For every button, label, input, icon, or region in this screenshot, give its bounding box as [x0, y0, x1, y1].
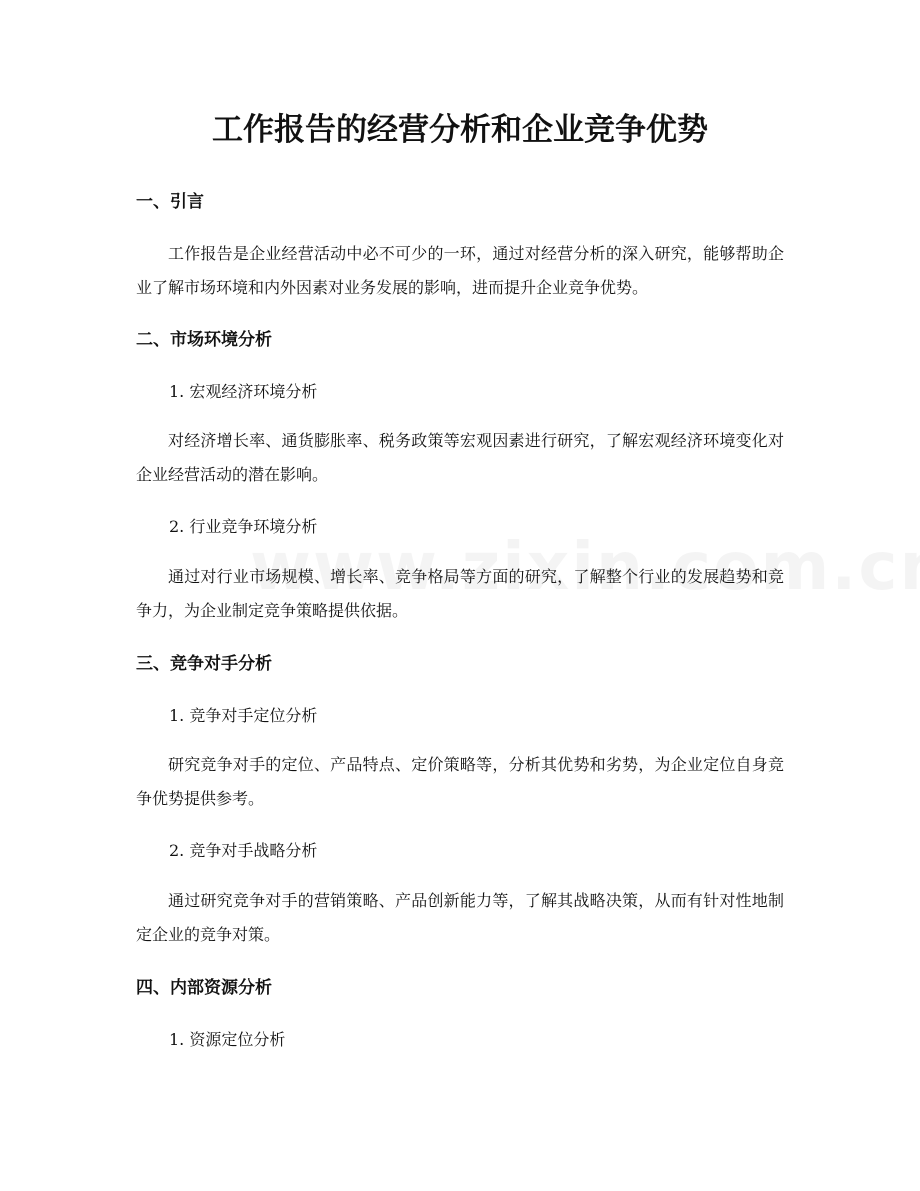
- subsection-text-macro-economy: 对经济增长率、通货膨胀率、税务政策等宏观因素进行研究，了解宏观经济环境变化对企业经营活动的潜在影响。: [136, 431, 784, 484]
- document-title: 工作报告的经营分析和企业竞争优势: [212, 112, 708, 148]
- subsection-title-macro-economy: 1. 宏观经济环境分析: [169, 382, 318, 401]
- section-heading-competitor-analysis: 三、竞争对手分析: [136, 654, 272, 674]
- subsection-text-competitor-strategy: 通过研究竞争对手的营销策略、产品创新能力等，了解其战略决策，从而有针对性地制定企业的竞争对策。: [136, 891, 784, 944]
- subsection-title-competitor-strategy: 2. 竞争对手战略分析: [169, 841, 318, 860]
- section-heading-internal-resources: 四、内部资源分析: [136, 978, 272, 998]
- section-heading-market-environment: 二、市场环境分析: [136, 330, 272, 350]
- subsection-title-industry-competition: 2. 行业竞争环境分析: [169, 517, 318, 536]
- subsection-title-competitor-positioning: 1. 竞争对手定位分析: [169, 706, 318, 725]
- subsection-text-competitor-positioning: 研究竞争对手的定位、产品特点、定价策略等，分析其优势和劣势，为企业定位自身竞争优势提供参考。: [136, 755, 784, 808]
- subsection-text-industry-competition: 通过对行业市场规模、增长率、竞争格局等方面的研究，了解整个行业的发展趋势和竞争力，为企业制定竞争策略提供依据。: [136, 567, 784, 620]
- section-heading-introduction: 一、引言: [136, 192, 204, 212]
- introduction-paragraph: 工作报告是企业经营活动中必不可少的一环，通过对经营分析的深入研究，能够帮助企业了解市场环境和内外因素对业务发展的影响，进而提升企业竞争优势。: [136, 244, 784, 297]
- subsection-title-resource-positioning: 1. 资源定位分析: [169, 1030, 286, 1049]
